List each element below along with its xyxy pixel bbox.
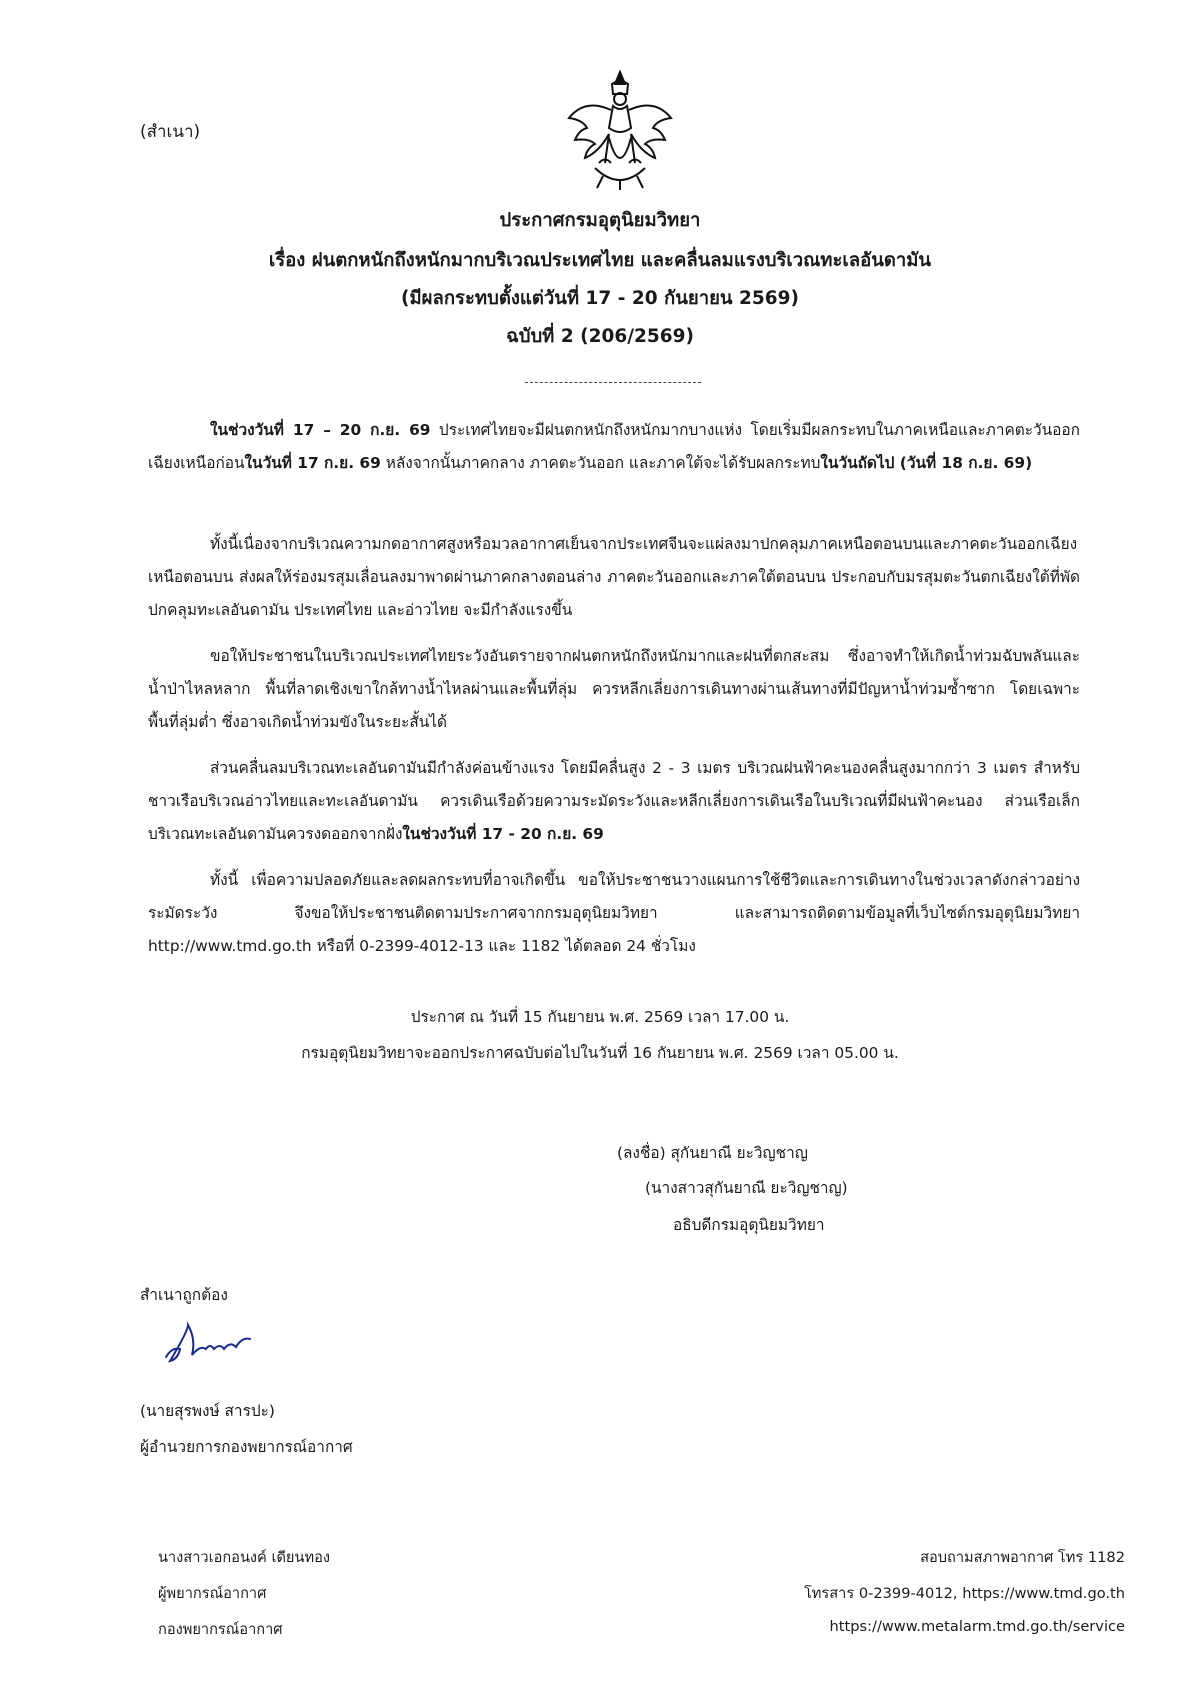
signatory-position: อธิบดีกรมอุตุนิยมวิทยา — [673, 1216, 825, 1234]
signatory-name: (นางสาวสุกันยาณี ยะวิญชาญ) — [645, 1179, 848, 1197]
effective-period: (มีผลกระทบตั้งแต่วันที่ 17 - 20 กันยายน 2569) — [401, 288, 799, 309]
weather-inquiry: สอบถามสภาพอากาศ โทร 1182 — [920, 1549, 1125, 1566]
copy-label: (สำเนา) — [140, 122, 201, 142]
announcement-subject: เรื่อง ฝนตกหนักถึงหนักมากบริเวณประเทศไทย และคลื่นลมแรงบริเวณทะเลอันดามัน — [268, 250, 932, 271]
paragraph-4-part: ในช่วงวันที่ 17 - 20 ก.ย. 69 — [402, 825, 604, 843]
paragraph-1-part: ประเทศไทยจะมีฝนตกหนักถึงหนักมากบางแห่ง โดยเริ่มมีผลกระทบในภาคเหนือและภาคตะวันออกเฉียงเหนือก่อน — [148, 421, 1080, 472]
handwritten-signature — [158, 1319, 258, 1369]
issue-number: ฉบับที่ 2 (206/2569) — [506, 326, 694, 347]
announced-date: ประกาศ ณ วันที่ 15 กันยายน พ.ศ. 2569 เวลา 17.00 น. — [410, 1008, 790, 1026]
announcement-title: ประกาศกรมอุตุนิยมวิทยา — [499, 210, 701, 231]
paragraph-1-part: ในวันที่ 17 ก.ย. 69 — [244, 454, 381, 472]
division-name: กองพยากรณ์อากาศ — [158, 1621, 283, 1638]
paragraph-5: ทั้งนี้ เพื่อความปลอดภัยและลดผลกระทบที่อาจเกิดขึ้น ขอให้ประชาชนวางแผนการใช้ชีวิตและการเดินทางในช่วงเวลาดังกล่าวอย่างระมัดระวัง จึงขอให้ประชาชนติดตามประกาศจากกรมอุตุนิยมวิทยา และสามารถติดตามข้อมูลที่เว็บไซต์กรมอุตุนิยมวิทยา http://www.tmd.go.th หรือที่ 0-2399-4012-13 และ 1182 ได้ตลอด 24 ชั่วโมง — [148, 871, 1080, 955]
forecaster-role: ผู้พยากรณ์อากาศ — [158, 1585, 267, 1602]
next-issue-notice: กรมอุตุนิยมวิทยาจะออกประกาศฉบับต่อไปในวันที่ 16 กันยายน พ.ศ. 2569 เวลา 05.00 น. — [301, 1044, 899, 1062]
paragraph-1 — [148, 414, 1080, 480]
paragraph-4-part: ส่วนคลื่นลมบริเวณทะเลอันดามันมีกำลังค่อนข้างแรง โดยมีคลื่นสูง 2 - 3 เมตร บริเวณฝนฟ้าคะนองคลื่นสูงมากกว่า 3 เมตร สำหรับชาวเรือบริเวณอ่าวไทยและทะเลอันดามัน ควรเดินเรือด้วยความระมัดระวังและหลีกเลี่ยงการเดินเรือในบริเวณที่มีฝนฟ้าคะนอง ส่วนเรือเล็กบริเวณทะเลอันดามันควรงดออกจากฝั่ง — [148, 759, 1080, 843]
fax-website: โทรสาร 0-2399-4012, https://www.tmd.go.th — [803, 1585, 1125, 1602]
certifier-position: ผู้อำนวยการกองพยากรณ์อากาศ — [140, 1438, 353, 1456]
garuda-emblem — [565, 68, 675, 193]
certifier-name: (นายสุรพงษ์ สารปะ) — [140, 1402, 275, 1420]
certified-label: สำเนาถูกต้อง — [140, 1286, 228, 1304]
paragraph-1-part: หลังจากนั้นภาคกลาง ภาคตะวันออก และภาคใต้จะได้รับผลกระทบ — [380, 454, 821, 472]
paragraph-1-part: ในวันถัดไป (วันที่ 18 ก.ย. 69) — [820, 454, 1033, 472]
divider — [525, 382, 701, 383]
paragraph-3: ขอให้ประชาชนในบริเวณประเทศไทยระวังอันตรายจากฝนตกหนักถึงหนักมากและฝนที่ตกสะสม ซึ่งอาจทำให้เกิดน้ำท่วมฉับพลันและน้ำป่าไหลหลาก พื้นที่ลาดเชิงเขาใกล้ทางน้ำไหลผ่านและพื้นที่ลุ่ม ควรหลีกเลี่ยงการเดินทางผ่านเส้นทางที่มีปัญหาน้ำท่วมซ้ำซาก โดยเฉพาะพื้นที่ลุ่มต่ำ ซึ่งอาจเกิดน้ำท่วมขังในระยะสั้นได้ — [148, 647, 1080, 731]
paragraph-4 — [148, 752, 1080, 851]
paragraph-2: ทั้งนี้เนื่องจากบริเวณความกดอากาศสูงหรือมวลอากาศเย็นจากประเทศจีนจะแผ่ลงมาปกคลุมภาคเหนือตอนบนและภาคตะวันออกเฉียงเหนือตอนบน ส่งผลให้ร่องมรสุมเลื่อนลงมาพาดผ่านภาคกลางตอนล่าง ภาคตะวันออกและภาคใต้ตอนบน ประกอบกับมรสุมตะวันตกเฉียงใต้ที่พัดปกคลุมทะเลอันดามัน ประเทศไทย และอ่าวไทย จะมีกำลังแรงขึ้น — [148, 535, 1080, 619]
forecaster-name: นางสาวเอกอนงค์ เดียนทอง — [158, 1549, 330, 1566]
service-url: https://www.metalarm.tmd.go.th/service — [829, 1618, 1125, 1635]
signed-line: (ลงชื่อ) สุกันยาณี ยะวิญชาญ — [617, 1144, 808, 1162]
paragraph-1-part: ในช่วงวันที่ 17 – 20 ก.ย. 69 — [210, 421, 431, 439]
